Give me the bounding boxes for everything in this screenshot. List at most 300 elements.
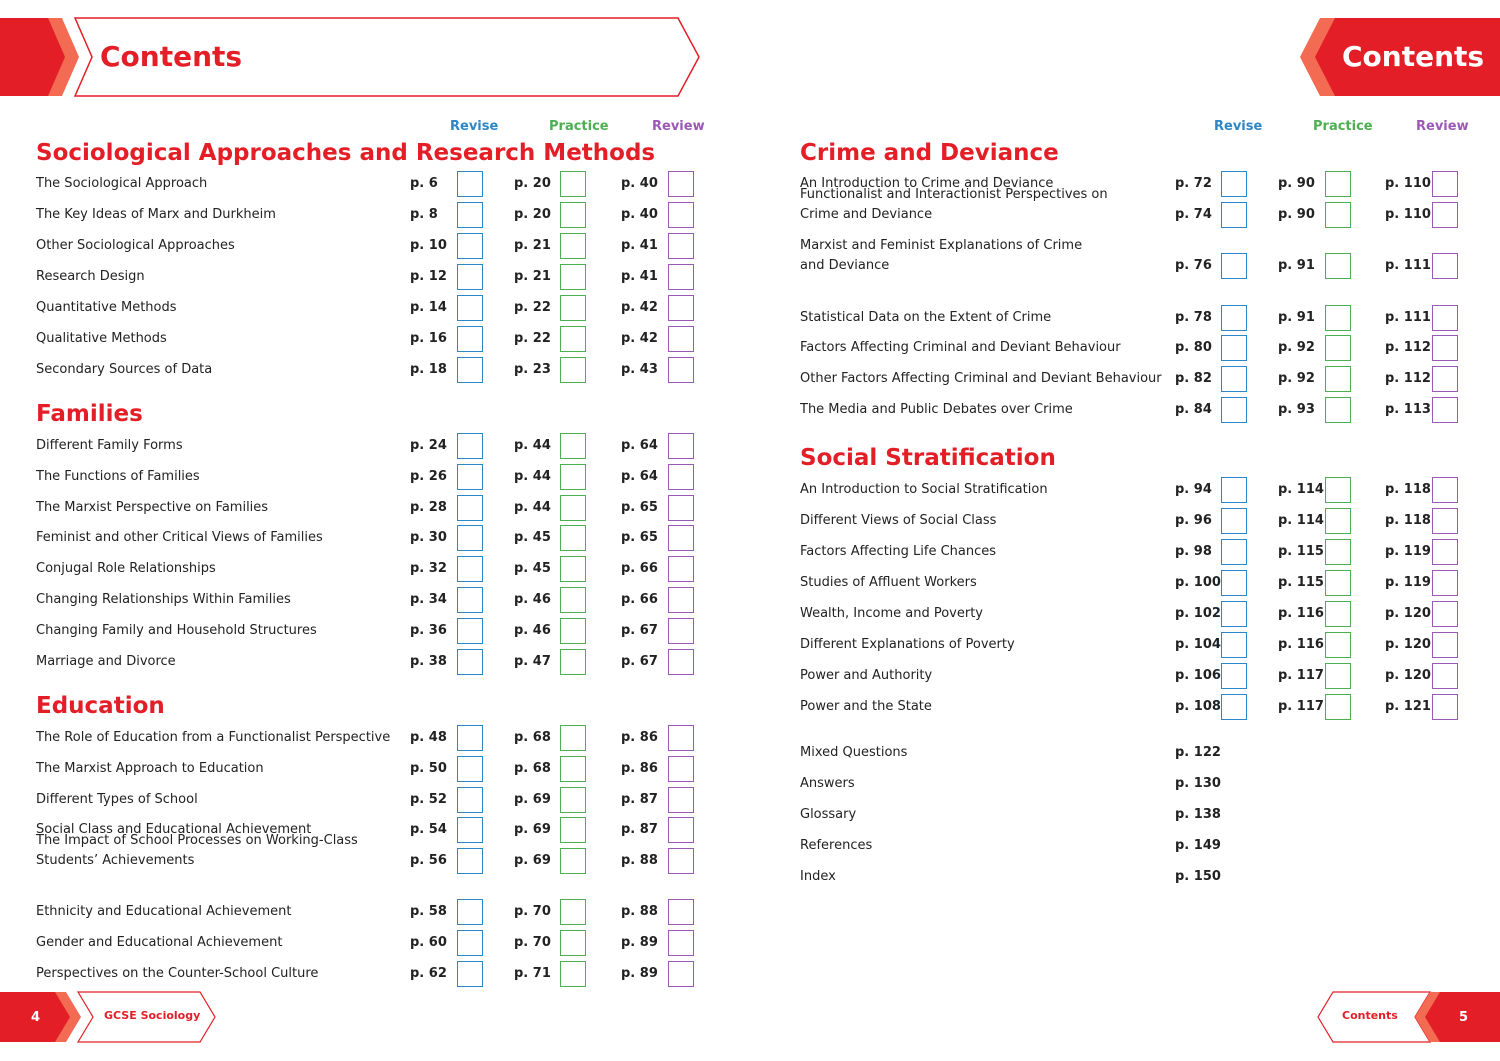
- revise-checkbox[interactable]: [1221, 508, 1247, 534]
- right-revise-header: Revise: [1214, 119, 1263, 134]
- left-revise-header: Revise: [450, 119, 499, 134]
- revise-page-ref: p. 8: [410, 207, 438, 222]
- practice-checkbox[interactable]: [1325, 694, 1351, 720]
- review-page-ref: p. 64: [621, 469, 658, 484]
- contents-item-title: Functionalist and Interactionist Perspectives on: [800, 187, 1108, 202]
- review-checkbox[interactable]: [1432, 632, 1458, 658]
- review-checkbox[interactable]: [1432, 397, 1458, 423]
- review-page-ref: p. 88: [621, 853, 658, 868]
- review-page-ref: p. 67: [621, 623, 658, 638]
- practice-page-ref: p. 45: [514, 530, 551, 545]
- contents-item-title: Conjugal Role Relationships: [36, 561, 216, 576]
- section-heading: Education: [36, 693, 165, 719]
- review-checkbox[interactable]: [668, 171, 694, 197]
- revise-checkbox[interactable]: [457, 433, 483, 459]
- right-review-header: Review: [1416, 119, 1469, 134]
- revise-checkbox[interactable]: [1221, 601, 1247, 627]
- practice-page-ref: p. 115: [1278, 575, 1324, 590]
- section-heading: Social Stratification: [800, 445, 1056, 471]
- contents-item-title: The Role of Education from a Functionalist Perspective: [36, 730, 391, 745]
- practice-checkbox[interactable]: [560, 556, 586, 582]
- review-checkbox[interactable]: [668, 756, 694, 782]
- contents-item-title: The Functions of Families: [36, 469, 200, 484]
- review-page-ref: p. 43: [621, 362, 658, 377]
- practice-checkbox[interactable]: [560, 264, 586, 290]
- revise-checkbox[interactable]: [1221, 366, 1247, 392]
- revise-page-ref: p. 6: [410, 176, 438, 191]
- section-heading: Crime and Deviance: [800, 140, 1059, 166]
- practice-checkbox[interactable]: [560, 326, 586, 352]
- revise-checkbox[interactable]: [457, 556, 483, 582]
- contents-item-title-line2: Students’ Achievements: [36, 853, 195, 868]
- review-checkbox[interactable]: [1432, 601, 1458, 627]
- revise-page-ref: p. 18: [410, 362, 447, 377]
- revise-page-ref: p. 108: [1175, 699, 1221, 714]
- practice-page-ref: p. 115: [1278, 544, 1324, 559]
- right-page-number: 5: [1459, 1010, 1469, 1025]
- revise-checkbox[interactable]: [457, 295, 483, 321]
- practice-checkbox[interactable]: [560, 233, 586, 259]
- revise-page-ref: p. 76: [1175, 258, 1212, 273]
- review-checkbox[interactable]: [668, 326, 694, 352]
- extra-item-page: p. 130: [1175, 776, 1221, 791]
- practice-checkbox[interactable]: [560, 495, 586, 521]
- left-page-title: Contents: [100, 40, 243, 73]
- practice-page-ref: p. 91: [1278, 310, 1315, 325]
- practice-page-ref: p. 20: [514, 207, 551, 222]
- extra-item-page: p. 150: [1175, 869, 1221, 884]
- practice-page-ref: p. 23: [514, 362, 551, 377]
- extra-item-title: References: [800, 838, 873, 853]
- contents-item-title-line2: and Deviance: [800, 258, 890, 273]
- review-checkbox[interactable]: [668, 817, 694, 843]
- contents-item-title: Gender and Educational Achievement: [36, 935, 283, 950]
- contents-item-title: Changing Relationships Within Families: [36, 592, 291, 607]
- right-page-title: Contents: [1342, 40, 1485, 73]
- practice-page-ref: p. 92: [1278, 371, 1315, 386]
- practice-checkbox[interactable]: [560, 899, 586, 925]
- revise-page-ref: p. 84: [1175, 402, 1212, 417]
- extra-item-page: p. 122: [1175, 745, 1221, 760]
- revise-checkbox[interactable]: [457, 357, 483, 383]
- practice-checkbox[interactable]: [560, 433, 586, 459]
- practice-page-ref: p. 117: [1278, 668, 1324, 683]
- practice-checkbox[interactable]: [560, 756, 586, 782]
- review-checkbox[interactable]: [668, 495, 694, 521]
- review-page-ref: p. 119: [1385, 544, 1431, 559]
- revise-page-ref: p. 54: [410, 822, 447, 837]
- contents-item-title: Quantitative Methods: [36, 300, 177, 315]
- practice-checkbox[interactable]: [1325, 632, 1351, 658]
- revise-checkbox[interactable]: [457, 326, 483, 352]
- contents-item-title: Perspectives on the Counter-School Culture: [36, 966, 319, 981]
- practice-page-ref: p. 44: [514, 438, 551, 453]
- revise-checkbox[interactable]: [1221, 253, 1247, 279]
- review-checkbox[interactable]: [668, 787, 694, 813]
- review-page-ref: p. 120: [1385, 637, 1431, 652]
- review-page-ref: p. 66: [621, 592, 658, 607]
- revise-checkbox[interactable]: [457, 930, 483, 956]
- practice-checkbox[interactable]: [560, 587, 586, 613]
- revise-checkbox[interactable]: [457, 848, 483, 874]
- review-checkbox[interactable]: [668, 961, 694, 987]
- extra-item-page: p. 149: [1175, 838, 1221, 853]
- left-practice-header: Practice: [549, 119, 609, 134]
- review-page-ref: p. 67: [621, 654, 658, 669]
- revise-checkbox[interactable]: [457, 725, 483, 751]
- revise-checkbox[interactable]: [457, 495, 483, 521]
- review-page-ref: p. 118: [1385, 482, 1431, 497]
- contents-item-title: Secondary Sources of Data: [36, 362, 213, 377]
- practice-page-ref: p. 71: [514, 966, 551, 981]
- practice-page-ref: p. 70: [514, 904, 551, 919]
- review-page-ref: p. 110: [1385, 176, 1431, 191]
- revise-checkbox[interactable]: [457, 202, 483, 228]
- review-page-ref: p. 42: [621, 300, 658, 315]
- contents-item-title-line2: Crime and Deviance: [800, 207, 933, 222]
- practice-page-ref: p. 91: [1278, 258, 1315, 273]
- practice-checkbox[interactable]: [560, 525, 586, 551]
- revise-checkbox[interactable]: [457, 171, 483, 197]
- practice-checkbox[interactable]: [1325, 663, 1351, 689]
- contents-item-title: Ethnicity and Educational Achievement: [36, 904, 292, 919]
- practice-page-ref: p. 68: [514, 761, 551, 776]
- review-page-ref: p. 42: [621, 331, 658, 346]
- contents-item-title: The Marxist Approach to Education: [36, 761, 264, 776]
- practice-checkbox[interactable]: [1325, 366, 1351, 392]
- review-checkbox[interactable]: [668, 464, 694, 490]
- revise-page-ref: p. 16: [410, 331, 447, 346]
- left-page-number: 4: [31, 1010, 41, 1025]
- practice-checkbox[interactable]: [560, 817, 586, 843]
- contents-item-title: Feminist and other Critical Views of Families: [36, 530, 323, 545]
- contents-item-title: Different Views of Social Class: [800, 513, 997, 528]
- extra-item-page: p. 138: [1175, 807, 1221, 822]
- review-page-ref: p. 88: [621, 904, 658, 919]
- review-checkbox[interactable]: [1432, 335, 1458, 361]
- revise-checkbox[interactable]: [457, 899, 483, 925]
- contents-item-title: Statistical Data on the Extent of Crime: [800, 310, 1052, 325]
- revise-checkbox[interactable]: [457, 587, 483, 613]
- review-page-ref: p. 112: [1385, 371, 1431, 386]
- practice-checkbox[interactable]: [560, 618, 586, 644]
- revise-page-ref: p. 60: [410, 935, 447, 950]
- contents-item-title: Different Types of School: [36, 792, 198, 807]
- practice-page-ref: p. 114: [1278, 513, 1324, 528]
- review-checkbox[interactable]: [1432, 366, 1458, 392]
- revise-page-ref: p. 104: [1175, 637, 1221, 652]
- extra-item-title: Index: [800, 869, 836, 884]
- practice-page-ref: p. 90: [1278, 176, 1315, 191]
- practice-checkbox[interactable]: [560, 787, 586, 813]
- review-checkbox[interactable]: [668, 848, 694, 874]
- review-checkbox[interactable]: [1432, 305, 1458, 331]
- practice-page-ref: p. 70: [514, 935, 551, 950]
- revise-page-ref: p. 102: [1175, 606, 1221, 621]
- review-page-ref: p. 121: [1385, 699, 1431, 714]
- revise-page-ref: p. 94: [1175, 482, 1212, 497]
- revise-page-ref: p. 74: [1175, 207, 1212, 222]
- review-checkbox[interactable]: [668, 202, 694, 228]
- revise-page-ref: p. 12: [410, 269, 447, 284]
- review-page-ref: p. 40: [621, 176, 658, 191]
- review-page-ref: p. 110: [1385, 207, 1431, 222]
- revise-page-ref: p. 98: [1175, 544, 1212, 559]
- revise-page-ref: p. 106: [1175, 668, 1221, 683]
- contents-item-title: Changing Family and Household Structures: [36, 623, 317, 638]
- practice-page-ref: p. 47: [514, 654, 551, 669]
- review-checkbox[interactable]: [1432, 663, 1458, 689]
- revise-page-ref: p. 32: [410, 561, 447, 576]
- review-page-ref: p. 113: [1385, 402, 1431, 417]
- section-heading: Sociological Approaches and Research Methods: [36, 140, 656, 166]
- revise-page-ref: p. 14: [410, 300, 447, 315]
- extra-item-title: Glossary: [800, 807, 857, 822]
- review-checkbox[interactable]: [1432, 253, 1458, 279]
- practice-checkbox[interactable]: [560, 357, 586, 383]
- contents-item-title: The Media and Public Debates over Crime: [800, 402, 1073, 417]
- revise-page-ref: p. 26: [410, 469, 447, 484]
- revise-page-ref: p. 50: [410, 761, 447, 776]
- practice-checkbox[interactable]: [1325, 253, 1351, 279]
- contents-item-title: Different Explanations of Poverty: [800, 637, 1015, 652]
- revise-page-ref: p. 100: [1175, 575, 1221, 590]
- right-footer-shape: [1310, 990, 1500, 1044]
- review-page-ref: p. 119: [1385, 575, 1431, 590]
- practice-page-ref: p. 92: [1278, 340, 1315, 355]
- revise-checkbox[interactable]: [457, 233, 483, 259]
- review-page-ref: p. 87: [621, 822, 658, 837]
- revise-checkbox[interactable]: [1221, 335, 1247, 361]
- contents-item-title: The Impact of School Processes on Working-Class: [36, 833, 358, 848]
- review-page-ref: p. 89: [621, 966, 658, 981]
- revise-page-ref: p. 78: [1175, 310, 1212, 325]
- review-page-ref: p. 111: [1385, 310, 1431, 325]
- revise-page-ref: p. 36: [410, 623, 447, 638]
- practice-checkbox[interactable]: [1325, 305, 1351, 331]
- review-page-ref: p. 89: [621, 935, 658, 950]
- review-checkbox[interactable]: [668, 930, 694, 956]
- review-page-ref: p. 64: [621, 438, 658, 453]
- right-footer-title: Contents: [1342, 1009, 1398, 1022]
- revise-page-ref: p. 58: [410, 904, 447, 919]
- practice-checkbox[interactable]: [1325, 477, 1351, 503]
- practice-page-ref: p. 44: [514, 469, 551, 484]
- review-page-ref: p. 112: [1385, 340, 1431, 355]
- practice-page-ref: p. 22: [514, 300, 551, 315]
- practice-page-ref: p. 90: [1278, 207, 1315, 222]
- review-page-ref: p. 65: [621, 500, 658, 515]
- revise-checkbox[interactable]: [457, 618, 483, 644]
- revise-page-ref: p. 80: [1175, 340, 1212, 355]
- revise-checkbox[interactable]: [1221, 202, 1247, 228]
- review-page-ref: p. 86: [621, 761, 658, 776]
- practice-checkbox[interactable]: [1325, 539, 1351, 565]
- practice-checkbox[interactable]: [560, 464, 586, 490]
- review-checkbox[interactable]: [1432, 694, 1458, 720]
- revise-checkbox[interactable]: [457, 756, 483, 782]
- review-page-ref: p. 86: [621, 730, 658, 745]
- right-footer: [1310, 990, 1500, 1044]
- practice-checkbox[interactable]: [560, 202, 586, 228]
- revise-page-ref: p. 48: [410, 730, 447, 745]
- revise-checkbox[interactable]: [1221, 539, 1247, 565]
- review-page-ref: p. 87: [621, 792, 658, 807]
- contents-item-title: Qualitative Methods: [36, 331, 167, 346]
- review-checkbox[interactable]: [668, 899, 694, 925]
- revise-checkbox[interactable]: [457, 787, 483, 813]
- review-checkbox[interactable]: [1432, 508, 1458, 534]
- left-header-banner: [0, 0, 700, 100]
- revise-checkbox[interactable]: [457, 264, 483, 290]
- revise-page-ref: p. 38: [410, 654, 447, 669]
- review-checkbox[interactable]: [668, 357, 694, 383]
- practice-page-ref: p. 116: [1278, 606, 1324, 621]
- practice-page-ref: p. 22: [514, 331, 551, 346]
- revise-checkbox[interactable]: [1221, 305, 1247, 331]
- contents-item-title: Factors Affecting Criminal and Deviant Behaviour: [800, 340, 1121, 355]
- practice-page-ref: p. 116: [1278, 637, 1324, 652]
- section-heading: Families: [36, 401, 143, 427]
- contents-item-title: Wealth, Income and Poverty: [800, 606, 983, 621]
- review-checkbox[interactable]: [1432, 202, 1458, 228]
- revise-checkbox[interactable]: [1221, 663, 1247, 689]
- practice-page-ref: p. 93: [1278, 402, 1315, 417]
- right-header-banner: [1290, 0, 1500, 100]
- revise-checkbox[interactable]: [1221, 171, 1247, 197]
- practice-page-ref: p. 44: [514, 500, 551, 515]
- right-practice-header: Practice: [1313, 119, 1373, 134]
- practice-checkbox[interactable]: [560, 848, 586, 874]
- review-checkbox[interactable]: [1432, 477, 1458, 503]
- practice-page-ref: p. 45: [514, 561, 551, 576]
- revise-page-ref: p. 96: [1175, 513, 1212, 528]
- practice-page-ref: p. 69: [514, 853, 551, 868]
- practice-checkbox[interactable]: [560, 725, 586, 751]
- revise-checkbox[interactable]: [1221, 477, 1247, 503]
- practice-page-ref: p. 20: [514, 176, 551, 191]
- practice-checkbox[interactable]: [1325, 570, 1351, 596]
- review-page-ref: p. 120: [1385, 606, 1431, 621]
- revise-page-ref: p. 82: [1175, 371, 1212, 386]
- practice-page-ref: p. 69: [514, 822, 551, 837]
- revise-page-ref: p. 24: [410, 438, 447, 453]
- review-checkbox[interactable]: [668, 264, 694, 290]
- review-page-ref: p. 40: [621, 207, 658, 222]
- contents-item-title: The Sociological Approach: [36, 176, 208, 191]
- revise-page-ref: p. 10: [410, 238, 447, 253]
- practice-checkbox[interactable]: [560, 649, 586, 675]
- review-page-ref: p. 65: [621, 530, 658, 545]
- contents-item-title: An Introduction to Social Stratification: [800, 482, 1048, 497]
- review-checkbox[interactable]: [668, 433, 694, 459]
- practice-checkbox[interactable]: [1325, 202, 1351, 228]
- review-page-ref: p. 41: [621, 269, 658, 284]
- contents-item-title: Other Factors Affecting Criminal and Deviant Behaviour: [800, 371, 1162, 386]
- contents-item-title: Power and the State: [800, 699, 932, 714]
- revise-page-ref: p. 34: [410, 592, 447, 607]
- contents-item-title: Factors Affecting Life Chances: [800, 544, 997, 559]
- review-page-ref: p. 66: [621, 561, 658, 576]
- review-checkbox[interactable]: [1432, 570, 1458, 596]
- contents-item-title: Research Design: [36, 269, 145, 284]
- revise-checkbox[interactable]: [457, 817, 483, 843]
- practice-checkbox[interactable]: [1325, 601, 1351, 627]
- revise-checkbox[interactable]: [457, 464, 483, 490]
- review-page-ref: p. 118: [1385, 513, 1431, 528]
- revise-checkbox[interactable]: [1221, 397, 1247, 423]
- practice-checkbox[interactable]: [560, 961, 586, 987]
- review-checkbox[interactable]: [668, 525, 694, 551]
- revise-page-ref: p. 28: [410, 500, 447, 515]
- left-review-header: Review: [652, 119, 705, 134]
- revise-checkbox[interactable]: [457, 961, 483, 987]
- review-checkbox[interactable]: [1432, 171, 1458, 197]
- review-checkbox[interactable]: [668, 725, 694, 751]
- contents-item-title: Marxist and Feminist Explanations of Crime: [800, 238, 1083, 253]
- practice-checkbox[interactable]: [1325, 397, 1351, 423]
- revise-page-ref: p. 52: [410, 792, 447, 807]
- review-checkbox[interactable]: [668, 295, 694, 321]
- extra-item-title: Answers: [800, 776, 855, 791]
- revise-checkbox[interactable]: [1221, 570, 1247, 596]
- revise-page-ref: p. 30: [410, 530, 447, 545]
- contents-item-title: Other Sociological Approaches: [36, 238, 235, 253]
- practice-checkbox[interactable]: [1325, 171, 1351, 197]
- practice-checkbox[interactable]: [560, 171, 586, 197]
- review-checkbox[interactable]: [1432, 539, 1458, 565]
- contents-item-title: Social Class and Educational Achievement: [36, 822, 312, 837]
- practice-page-ref: p. 46: [514, 592, 551, 607]
- practice-page-ref: p. 21: [514, 238, 551, 253]
- contents-item-title: Power and Authority: [800, 668, 933, 683]
- contents-item-title: An Introduction to Crime and Deviance: [800, 176, 1054, 191]
- practice-checkbox[interactable]: [1325, 335, 1351, 361]
- review-page-ref: p. 41: [621, 238, 658, 253]
- practice-page-ref: p. 114: [1278, 482, 1324, 497]
- review-checkbox[interactable]: [668, 618, 694, 644]
- practice-page-ref: p. 69: [514, 792, 551, 807]
- extra-item-title: Mixed Questions: [800, 745, 908, 760]
- practice-page-ref: p. 117: [1278, 699, 1324, 714]
- left-footer-book-title: GCSE Sociology: [104, 1009, 201, 1022]
- revise-page-ref: p. 62: [410, 966, 447, 981]
- revise-page-ref: p. 72: [1175, 176, 1212, 191]
- revise-checkbox[interactable]: [1221, 694, 1247, 720]
- left-footer: [0, 990, 220, 1044]
- review-checkbox[interactable]: [668, 233, 694, 259]
- review-page-ref: p. 120: [1385, 668, 1431, 683]
- review-page-ref: p. 111: [1385, 258, 1431, 273]
- revise-page-ref: p. 56: [410, 853, 447, 868]
- review-checkbox[interactable]: [668, 587, 694, 613]
- revise-checkbox[interactable]: [457, 649, 483, 675]
- practice-checkbox[interactable]: [1325, 508, 1351, 534]
- contents-item-title: Marriage and Divorce: [36, 654, 176, 669]
- review-checkbox[interactable]: [668, 649, 694, 675]
- review-checkbox[interactable]: [668, 556, 694, 582]
- contents-item-title: The Key Ideas of Marx and Durkheim: [36, 207, 276, 222]
- contents-item-title: Different Family Forms: [36, 438, 183, 453]
- contents-item-title: The Marxist Perspective on Families: [36, 500, 269, 515]
- revise-checkbox[interactable]: [457, 525, 483, 551]
- practice-checkbox[interactable]: [560, 295, 586, 321]
- practice-page-ref: p. 68: [514, 730, 551, 745]
- practice-page-ref: p. 21: [514, 269, 551, 284]
- practice-checkbox[interactable]: [560, 930, 586, 956]
- revise-checkbox[interactable]: [1221, 632, 1247, 658]
- contents-item-title: Studies of Affluent Workers: [800, 575, 977, 590]
